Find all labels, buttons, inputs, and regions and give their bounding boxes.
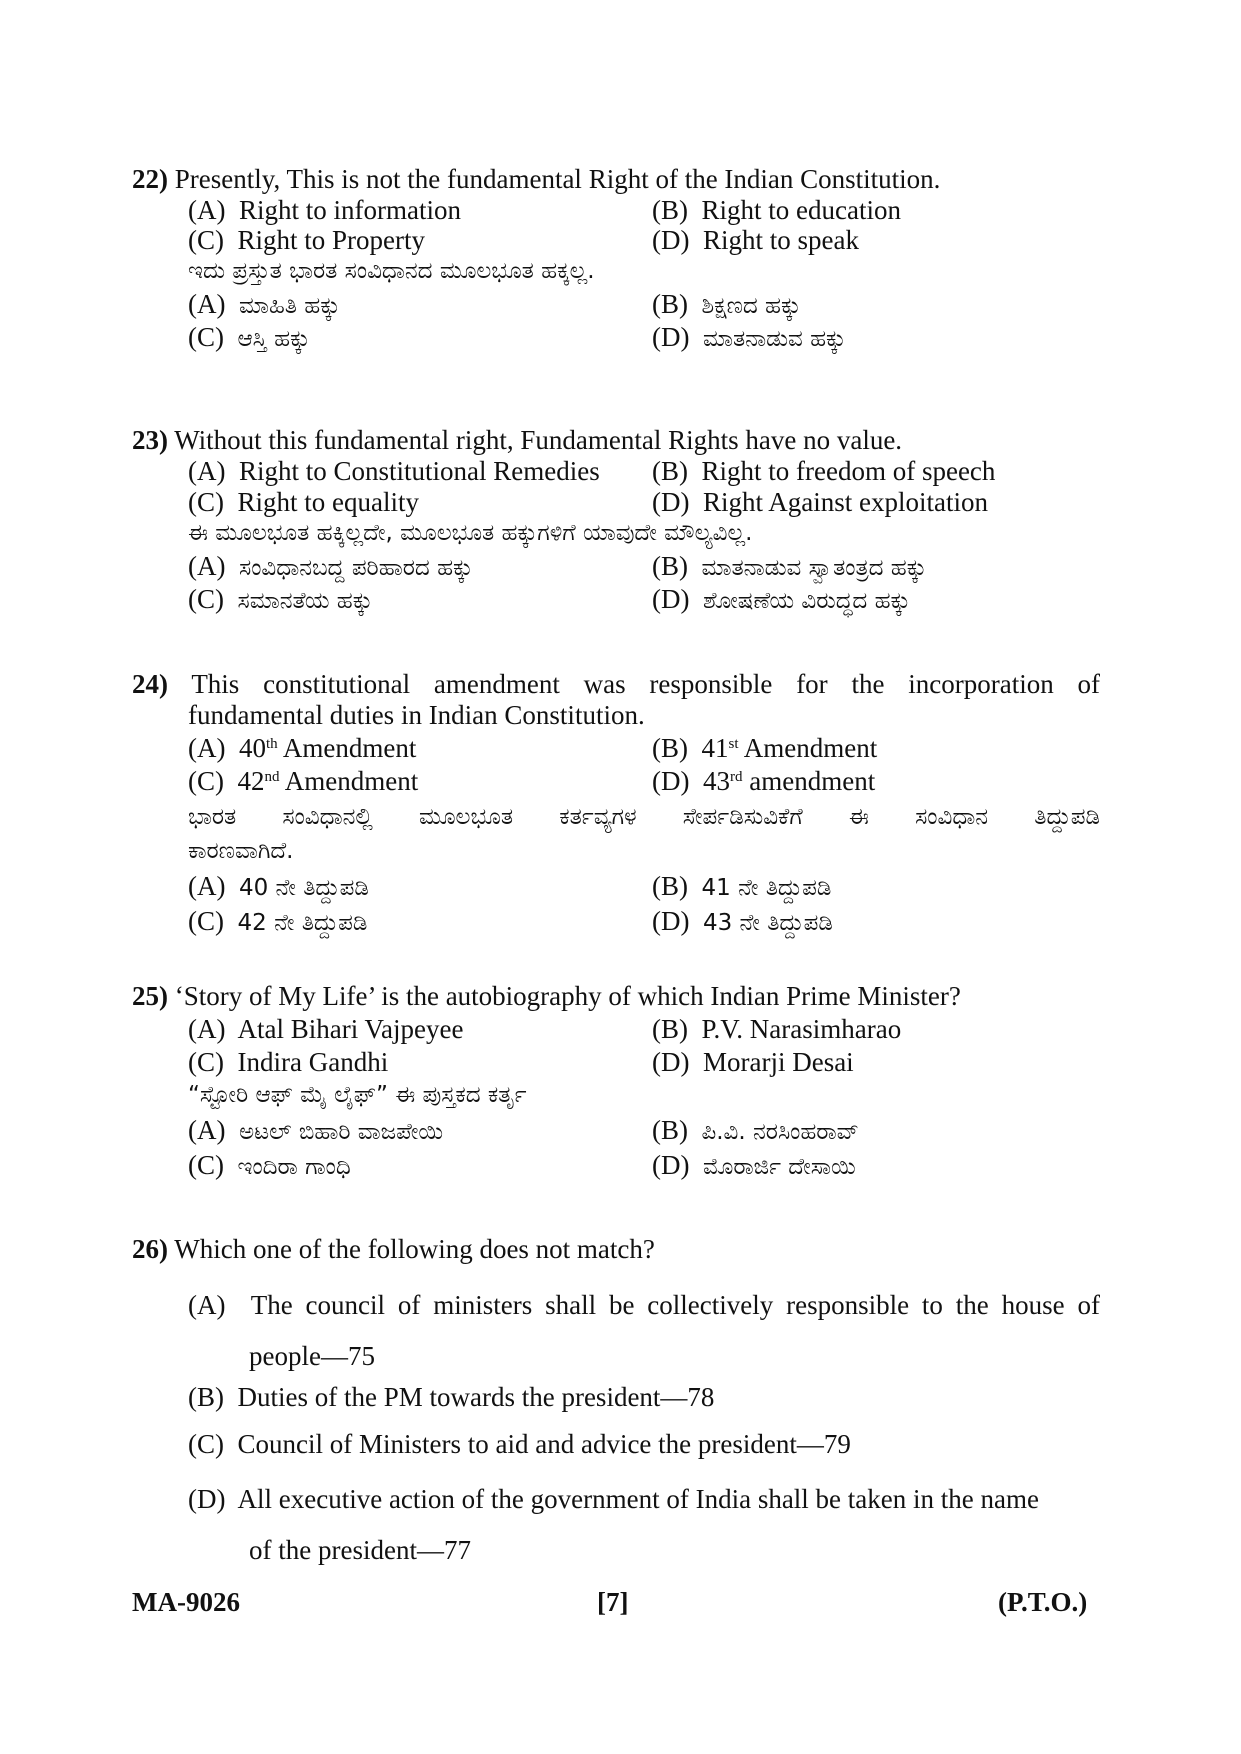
question-number: 24) — [132, 669, 168, 699]
option-label: (D) — [652, 225, 690, 255]
option-label: (D) — [652, 906, 690, 936]
option-text: ಆಸ್ತಿ ಹಕ್ಕು — [237, 326, 310, 352]
option-text: Right to Constitutional Remedies — [238, 456, 600, 486]
ordinal-suffix: nd — [264, 769, 280, 785]
page-number: [7] — [597, 1587, 629, 1617]
option-label: (D) — [652, 584, 690, 614]
question-24 — [132, 668, 1100, 700]
option-a — [188, 1013, 463, 1045]
option-label: (B) — [652, 289, 688, 319]
option-label: (A) — [188, 871, 226, 901]
option-text: ಮಾಹಿತಿ ಹಕ್ಕು — [238, 293, 341, 319]
option-text: Right Against exploitation — [702, 487, 988, 517]
kannada-option-b — [652, 288, 801, 322]
option-text: 40 ನೇ ತಿದ್ದುಪಡಿ — [238, 875, 369, 901]
option-d-continued: of the president—77 — [249, 1535, 471, 1565]
option-text: Right to education — [701, 195, 901, 225]
question-25 — [132, 980, 961, 1012]
option-label: (D) — [652, 766, 690, 796]
option-text: ಸಮಾನತೆಯ ಹಕ್ಕು — [237, 588, 373, 614]
ordinal-suffix: rd — [729, 769, 743, 785]
option-b — [652, 732, 877, 764]
option-text: 42 ನೇ ತಿದ್ದುಪಡಿ — [237, 910, 368, 936]
pto-note: (P.T.O.) — [998, 1587, 1088, 1617]
option-label: (C) — [188, 1429, 224, 1459]
option-label: (D) — [188, 1484, 226, 1514]
option-c — [188, 486, 419, 518]
kannada-option-c — [188, 1149, 351, 1183]
option-text: ಮೊರಾರ್ಜಿ ದೇಸಾಯಿ — [702, 1154, 856, 1180]
option-label: (A) — [188, 1290, 226, 1320]
option-label: (A) — [188, 551, 226, 581]
kannada-option-d — [652, 583, 910, 617]
option-label: (B) — [652, 195, 688, 225]
option-label: (B) — [652, 733, 688, 763]
option-label: (A) — [188, 195, 226, 225]
option-label: (B) — [652, 1115, 688, 1145]
option-text: Indira Gandhi — [237, 1047, 389, 1077]
option-number: 41 — [701, 733, 729, 763]
option-label: (C) — [188, 322, 224, 352]
option-b — [652, 455, 995, 487]
option-text: ಪಿ.ವಿ. ನರಸಿಂಹರಾವ್ — [701, 1119, 859, 1145]
kannada-option-b — [652, 870, 831, 904]
option-b — [652, 194, 901, 226]
option-label: (A) — [188, 289, 226, 319]
option-text: Right to Property — [237, 225, 425, 255]
option-c — [188, 1428, 851, 1460]
option-d — [652, 1046, 854, 1078]
kannada-option-a — [188, 550, 473, 584]
option-b — [188, 1381, 714, 1413]
option-d — [188, 1483, 1039, 1515]
kannada-question-text: ಈ ಮೂಲಭೂತ ಹಕ್ಕಿಲ್ಲದೇ, ಮೂಲಭೂತ ಹಕ್ಕುಗಳಿಗೆ ಯಾವುದೇ ಮೌಲ್ಯವಿಲ್ಲ. — [188, 520, 753, 546]
option-text: Amendment — [277, 733, 417, 763]
option-number: 42 — [237, 766, 265, 796]
question-text: ‘Story of My Life’ is the autobiography of which Indian Prime Minister? — [174, 981, 961, 1011]
option-label: (C) — [188, 766, 224, 796]
option-label: (B) — [652, 871, 688, 901]
kannada-option-d — [652, 1149, 856, 1183]
option-text: 43 ನೇ ತಿದ್ದುಪಡಿ — [702, 910, 833, 936]
option-text: Atal Bihari Vajpeyee — [237, 1014, 464, 1044]
option-d — [652, 765, 875, 797]
kannada-question-text: ಭಾರತ ಸಂವಿಧಾನಲ್ಲಿ ಮೂಲಭೂತ ಕರ್ತವ್ಯಗಳ ಸೇರ್ಪಡಿಸುವಿಕೆಗೆ ಈ ಸಂವಿಧಾನ ತಿದ್ದುಪಡಿ — [188, 804, 1100, 830]
kannada-option-a — [188, 288, 340, 322]
question-number: 23) — [132, 425, 168, 455]
option-a — [188, 1289, 1100, 1321]
option-text: Council of Ministers to aid and advice the president—79 — [237, 1429, 851, 1459]
option-label: (A) — [188, 733, 226, 763]
option-b — [652, 1013, 901, 1045]
question-22 — [132, 163, 940, 195]
option-text: amendment — [742, 766, 876, 796]
option-a — [188, 194, 461, 226]
option-label: (C) — [188, 584, 224, 614]
option-text: Duties of the PM towards the president—78 — [237, 1382, 715, 1412]
question-number: 22) — [132, 164, 168, 194]
option-number: 43 — [702, 766, 730, 796]
option-label: (C) — [188, 906, 224, 936]
option-text: Morarji Desai — [702, 1047, 854, 1077]
option-text: All executive action of the government of India shall be taken in the name — [237, 1484, 1039, 1514]
kannada-option-a — [188, 870, 369, 904]
option-label: (A) — [188, 1014, 226, 1044]
kannada-option-d — [652, 321, 846, 355]
option-text: 41 ನೇ ತಿದ್ದುಪಡಿ — [701, 875, 832, 901]
option-text: ಇಂದಿರಾ ಗಾಂಧಿ — [237, 1154, 351, 1180]
kannada-question-text: “ಸ್ಟೋರಿ ಆಫ್ ಮೈ ಲೈಫ್” ಈ ಪುಸ್ತಕದ ಕರ್ತೃ — [188, 1082, 527, 1108]
ordinal-suffix: th — [265, 736, 278, 752]
option-text: ಶಿಕ್ಷಣದ ಹಕ್ಕು — [701, 293, 801, 319]
kannada-option-b — [652, 550, 927, 584]
question-text: This constitutional amendment was responsible for the incorporation of — [191, 669, 1100, 699]
option-text: ಶೋಷಣೆಯ ವಿರುದ್ಧದ ಹಕ್ಕು — [702, 588, 911, 614]
question-text-continued: fundamental duties in Indian Constitution. — [188, 700, 645, 730]
option-label: (B) — [652, 1014, 688, 1044]
option-text: ಅಟಲ್ ಬಿಹಾರಿ ವಾಜಪೇಯಿ — [238, 1119, 444, 1145]
option-a-continued: people—75 — [249, 1341, 375, 1371]
option-a — [188, 732, 416, 764]
option-text: Right to speak — [702, 225, 859, 255]
question-number: 26) — [132, 1234, 168, 1264]
option-label: (B) — [188, 1382, 224, 1412]
option-label: (A) — [188, 1115, 226, 1145]
kannada-option-d — [652, 905, 833, 939]
kannada-option-c — [188, 905, 367, 939]
option-label: (D) — [652, 487, 690, 517]
option-text: Amendment — [738, 733, 878, 763]
option-number: 40 — [238, 733, 266, 763]
option-label: (D) — [652, 1150, 690, 1180]
option-text: ಸಂವಿಧಾನಬದ್ದ ಪರಿಹಾರದ ಹಕ್ಕು — [238, 555, 473, 581]
question-23 — [132, 424, 902, 456]
option-text: Amendment — [279, 766, 419, 796]
paper-code: MA-9026 — [132, 1587, 240, 1617]
ordinal-suffix: st — [728, 736, 739, 752]
option-label: (A) — [188, 456, 226, 486]
option-text: P.V. Narasimharao — [701, 1014, 902, 1044]
question-number: 25) — [132, 981, 168, 1011]
option-label: (C) — [188, 225, 224, 255]
option-text: Right to freedom of speech — [701, 456, 996, 486]
option-d — [652, 486, 988, 518]
option-c — [188, 224, 425, 256]
kannada-option-c — [188, 321, 310, 355]
option-text: The council of ministers shall be collectively responsible to the house of — [250, 1290, 1100, 1320]
option-label: (D) — [652, 1047, 690, 1077]
option-d — [652, 224, 859, 256]
option-c — [188, 765, 418, 797]
question-text: Without this fundamental right, Fundamental Rights have no value. — [174, 425, 903, 455]
option-c — [188, 1046, 388, 1078]
option-label: (C) — [188, 1047, 224, 1077]
kannada-option-a — [188, 1114, 443, 1148]
option-text: ಮಾತನಾಡುವ ಹಕ್ಕು — [702, 326, 846, 352]
question-text: Which one of the following does not match? — [174, 1234, 655, 1264]
kannada-question-text-continued: ಕಾರಣವಾಗಿದೆ. — [188, 838, 294, 864]
option-label: (B) — [652, 551, 688, 581]
option-label: (C) — [188, 487, 224, 517]
kannada-option-c — [188, 583, 373, 617]
option-label: (B) — [652, 456, 688, 486]
option-label: (D) — [652, 322, 690, 352]
option-text: Right to equality — [237, 487, 419, 517]
option-text: Right to information — [238, 195, 461, 225]
question-26 — [132, 1233, 655, 1265]
option-text: ಮಾತನಾಡುವ ಸ್ವಾತಂತ್ರದ ಹಕ್ಕು — [701, 555, 927, 581]
kannada-option-b — [652, 1114, 859, 1148]
question-text: Presently, This is not the fundamental Right of the Indian Constitution. — [174, 164, 941, 194]
kannada-question-text: ಇದು ಪ್ರಸ್ತುತ ಭಾರತ ಸಂವಿಧಾನದ ಮೂಲಭೂತ ಹಕ್ಕಲ್ಲ. — [188, 258, 595, 284]
option-a — [188, 455, 600, 487]
option-label: (C) — [188, 1150, 224, 1180]
